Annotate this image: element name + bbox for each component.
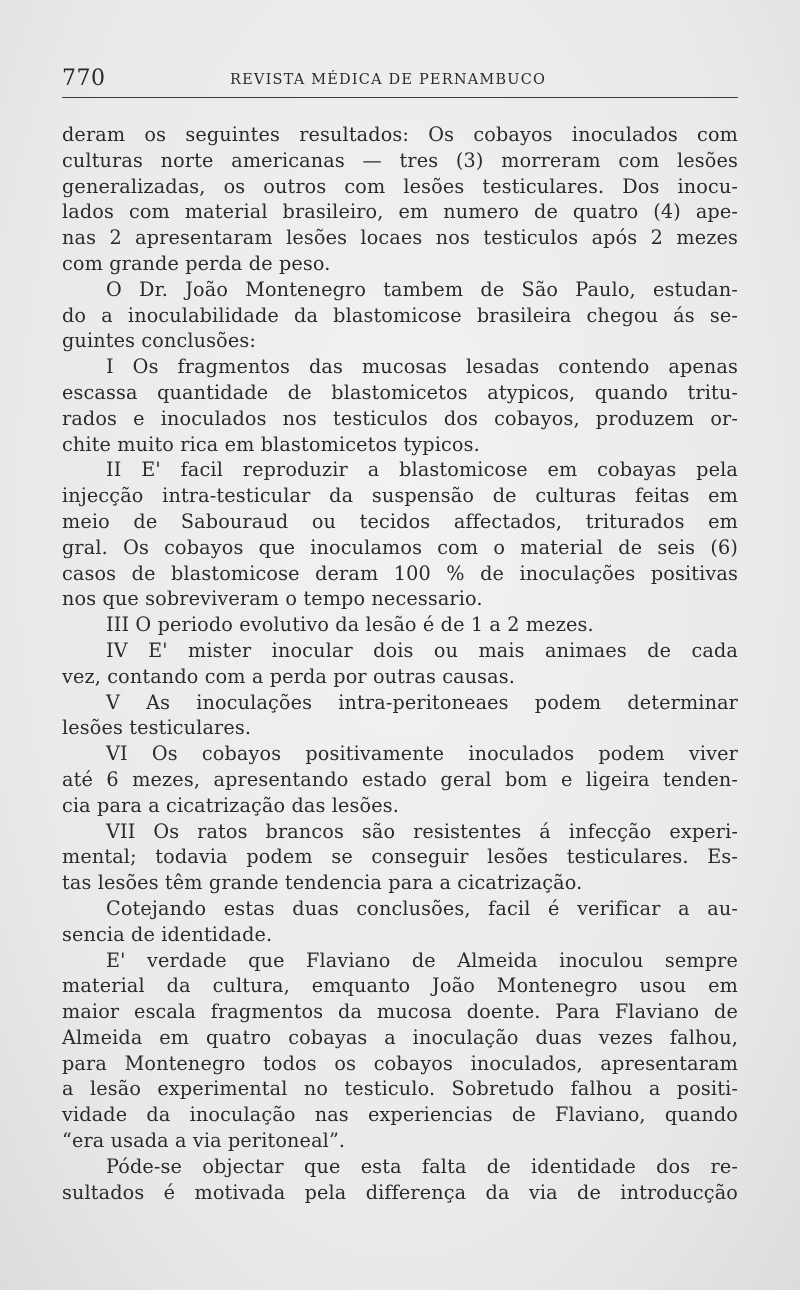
text-line: mental; todavia podem se conseguir lesões testiculares. Es-: [62, 845, 738, 869]
text-line: “era usada a via peritoneal”.: [62, 1129, 346, 1153]
running-head: REVISTA MÉDICA DE PERNAMBUCO: [230, 72, 547, 88]
text-line: injecção intra-testicular da suspensão de culturas feitas em: [62, 484, 738, 508]
text-line: chite muito rica em blastomicetos typicos.: [62, 432, 480, 456]
text-line: até 6 mezes, apresentando estado geral bom e ligeira tenden-: [62, 767, 738, 791]
text-line: lados com material brasileiro, em numero de quatro (4) ape-: [62, 200, 738, 224]
page-header: [62, 66, 738, 98]
text-line: maior escala fragmentos da mucosa doente. Para Flaviano de: [62, 1000, 738, 1024]
text-line: deram os seguintes resultados: Os cobayos inoculados com: [62, 123, 738, 146]
text-line: E' verdade que Flaviano de Almeida inoculou sempre: [106, 948, 738, 972]
text-line: VI Os cobayos positivamente inoculados podem viver: [106, 742, 738, 766]
text-line: Cotejando estas duas conclusões, facil é verificar a au-: [106, 896, 738, 920]
text-line: sultados é motivada pela differença da via de introducção: [62, 1180, 738, 1204]
text-line: Póde-se objectar que esta falta de identidade dos re-: [106, 1154, 738, 1178]
text-line: vidade da inoculação nas experiencias de Flaviano, quando: [62, 1103, 738, 1127]
text-line: I Os fragmentos das mucosas lesadas contendo apenas: [106, 355, 738, 379]
text-line: escassa quantidade de blastomicetos atypicos, quando tritu-: [62, 380, 738, 404]
text-line: gral. Os cobayos que inoculamos com o material de seis (6): [62, 535, 738, 559]
text-line: rados e inoculados nos testiculos dos cobayos, produzem or-: [62, 406, 738, 430]
text-line: V As inoculações intra-peritoneaes podem determinar: [106, 690, 738, 714]
text-line: casos de blastomicose deram 100 % de inoculações positivas: [62, 561, 738, 585]
text-line: para Montenegro todos os cobayos inoculados, apresentaram: [62, 1051, 738, 1075]
header-rule: [62, 97, 738, 98]
text-line: generalizadas, os outros com lesões testiculares. Dos inocu-: [62, 174, 738, 198]
text-line: a lesão experimental no testiculo. Sobretudo falhou a positi-: [62, 1077, 738, 1101]
text-line: lesões testiculares.: [62, 716, 252, 740]
text-line: nos que sobreviveram o tempo necessario.: [62, 587, 483, 611]
text-line: IV E' mister inocular dois ou mais animaes de cada: [106, 638, 738, 662]
text-line: material da cultura, emquanto João Montenegro usou em: [62, 974, 738, 998]
text-line: vez, contando com a perda por outras causas.: [62, 664, 516, 688]
text-line: III O periodo evolutivo da lesão é de 1 a 2 mezes.: [106, 613, 594, 637]
text-line: cia para a cicatrização das lesões.: [62, 793, 399, 817]
text-line: II E' facil reproduzir a blastomicose em cobayas pela: [106, 458, 738, 482]
text-line: meio de Sabouraud ou tecidos affectados, triturados em: [62, 509, 738, 533]
page-number: 770: [62, 66, 106, 91]
text-line: com grande perda de peso.: [62, 251, 331, 275]
body-text: [62, 122, 738, 1205]
text-line: guintes conclusões:: [62, 329, 256, 353]
text-line: nas 2 apresentaram lesões locaes nos testiculos após 2 mezes: [62, 226, 738, 250]
text-line: do a inoculabilidade da blastomicose brasileira chegou ás se-: [62, 303, 738, 327]
text-line: VII Os ratos brancos são resistentes á infecção experi-: [106, 819, 738, 843]
text-line: Almeida em quatro cobayas a inoculação duas vezes falhou,: [62, 1025, 738, 1049]
text-line: sencia de identidade.: [62, 922, 273, 946]
text-line: tas lesões têm grande tendencia para a cicatrização.: [62, 871, 583, 895]
text-line: O Dr. João Montenegro tambem de São Paulo, estudan-: [106, 277, 738, 301]
text-line: culturas norte americanas — tres (3) morreram com lesões: [62, 148, 738, 172]
